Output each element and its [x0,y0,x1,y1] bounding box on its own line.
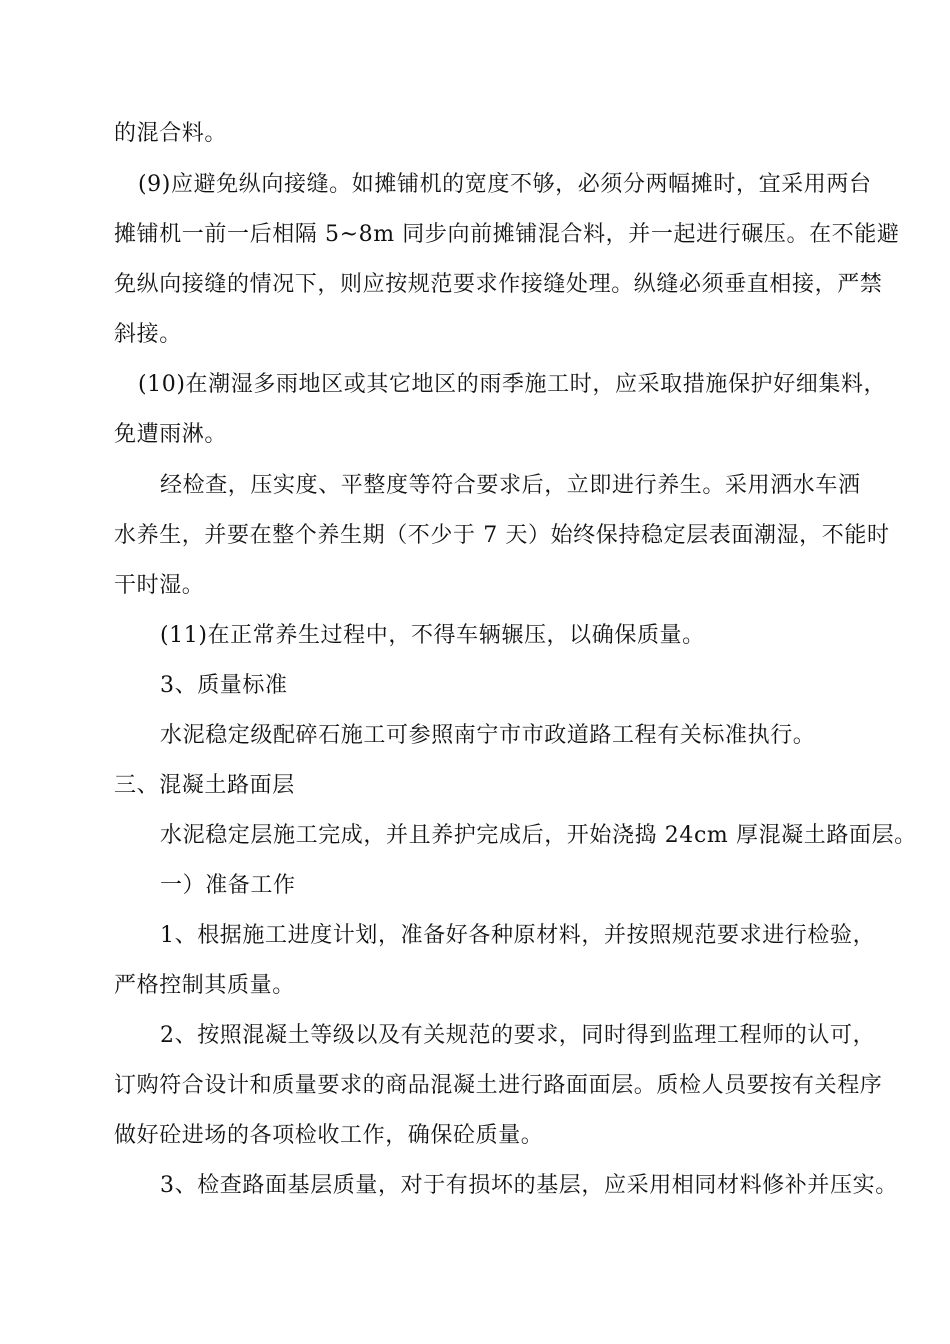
paragraph-line: 水养生，并要在整个养生期（不少于 7 天）始终保持稳定层表面潮湿，不能时 [114,523,890,548]
paragraph-line: 做好砼进场的各项检收工作，确保砼质量。 [114,1123,544,1148]
paragraph-line: (10)在潮湿多雨地区或其它地区的雨季施工时，应采取措施保护好细集料， [138,372,887,397]
paragraph-line: 水泥稳定级配碎石施工可参照南宁市市政道路工程有关标准执行。 [160,723,816,748]
paragraph-line: (9)应避免纵向接缝。如摊铺机的宽度不够，必须分两幅摊时，宜采用两台 [138,172,872,197]
paragraph-line: 2、按照混凝土等级以及有关规范的要求，同时得到监理工程师的认可， [160,1023,876,1048]
paragraph-line: 订购符合设计和质量要求的商品混凝土进行路面面层。质检人员要按有关程序 [114,1073,883,1098]
section-heading: 3、质量标准 [160,673,288,698]
paragraph-line: (11)在正常养生过程中，不得车辆辗压，以确保质量。 [160,623,705,648]
section-heading: 一）准备工作 [160,873,296,898]
paragraph-line: 水泥稳定层施工完成，并且养护完成后，开始浇捣 24cm 厚混凝土路面层。 [160,823,917,848]
section-heading: 三、混凝土路面层 [114,773,295,798]
paragraph-line: 斜接。 [114,322,182,347]
paragraph-line: 3、检查路面基层质量，对于有损坏的基层，应采用相同材料修补并压实。 [160,1173,898,1198]
paragraph-line: 免纵向接缝的情况下，则应按规范要求作接缝处理。纵缝必须垂直相接，严禁 [114,272,883,297]
paragraph-line: 的混合料。 [114,121,228,146]
paragraph-line: 干时湿。 [114,573,205,598]
paragraph-line: 免遭雨淋。 [114,422,228,447]
paragraph-line: 严格控制其质量。 [114,973,295,998]
paragraph-line: 1、根据施工进度计划，准备好各种原材料，并按照规范要求进行检验， [160,923,876,948]
paragraph-line: 经检查，压实度、平整度等符合要求后，立即进行养生。采用洒水车洒 [160,473,861,498]
paragraph-line: 摊铺机一前一后相隔 5~8m 同步向前摊铺混合料，并一起进行碾压。在不能避 [114,222,900,247]
